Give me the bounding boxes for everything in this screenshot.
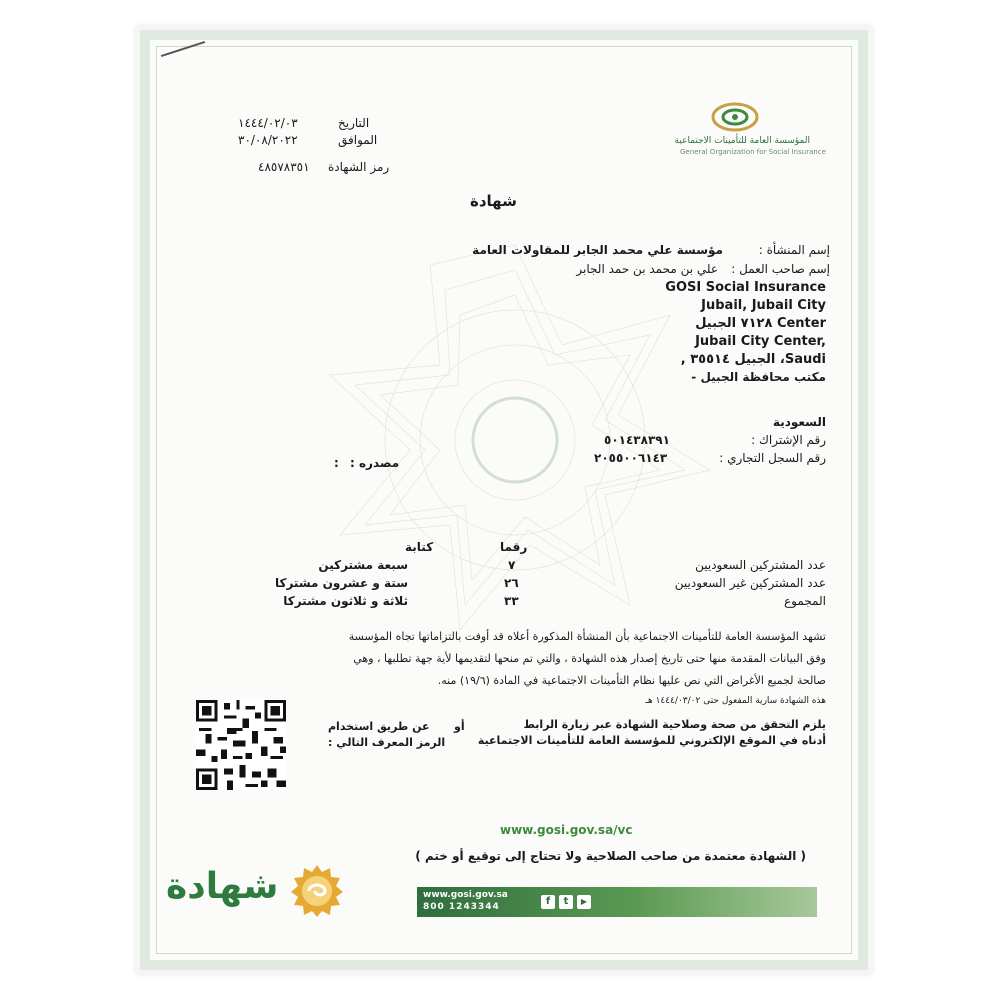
facebook-icon[interactable]: f — [541, 895, 555, 909]
count-row-number: ٧ — [508, 558, 516, 572]
date-label: التاريخ — [338, 116, 370, 130]
statement-line-1: تشهد المؤسسة العامة للتأمينات الاجتماعية بأن المنشأة المذكورة أعلاه قد أوفت بالتزاماتها تجاه المؤسسة — [348, 630, 826, 643]
via-line-2: الرمز المعرف التالي : — [328, 736, 446, 749]
footer-banner — [417, 887, 817, 917]
address-line-4: Jubail City Center, — [695, 334, 826, 349]
date-hijri: ١٤٤٤/٠٢/٠٣ — [238, 116, 298, 130]
owner-label: إسم صاحب العمل : — [731, 262, 830, 276]
page-title: شهادة — [470, 192, 517, 210]
count-row-label: المجموع — [784, 594, 826, 608]
date-gregorian: ٣٠/٠٨/٢٠٢٢ — [238, 133, 298, 147]
count-row-words: ستة و عشرون مشتركا — [274, 576, 408, 590]
address-line-2: Jubail, Jubail City — [701, 298, 826, 313]
validity-note: هذه الشهادة سارية المفعول حتى ١٤٤٤/٠٣/٠٢ هـ — [645, 696, 826, 706]
verify-line-1: يلزم التحقق من صحة وصلاحية الشهادة عبر زيارة الرابط — [523, 718, 826, 731]
gosi-logo-icon — [710, 100, 760, 134]
verify-url-link[interactable]: www.gosi.gov.sa/vc — [500, 823, 633, 837]
org-name-ar: المؤسسة العامة للتأمينات الاجتماعية — [674, 136, 810, 146]
subscription-value: ٥٠١٤٣٨٣٩١ — [604, 433, 670, 447]
address-line-5: Saudi، الجبيل ٣٥٥١٤ , — [680, 352, 826, 367]
gold-seal-icon — [290, 864, 344, 918]
address-line-3: Center ٧١٢٨ الجبيل — [695, 316, 826, 331]
statement-line-3: صالحة لجميع الأغراض التي نص عليها نظام التأمينات الاجتماعية في المادة (١٩/٦) منه. — [437, 674, 826, 687]
issued-label: مصدره : — [350, 456, 400, 470]
cr-label: رقم السجل التجاري : — [719, 451, 826, 465]
org-name-en: General Organization for Social Insurance — [680, 148, 826, 156]
count-row-label: عدد المشتركين السعوديين — [695, 558, 826, 572]
count-row-number: ٢٦ — [504, 576, 519, 590]
certificate-page — [140, 30, 868, 970]
banner-phone: 800 1243344 — [423, 902, 500, 912]
establishment-name-label: إسم المنشأة : — [758, 243, 830, 257]
count-row-label: عدد المشتركين غير السعوديين — [674, 576, 826, 590]
address-line-1: GOSI Social Insurance — [665, 280, 826, 295]
statement-line-2: وفق البيانات المقدمة منها حتى تاريخ إصدار هذه الشهادة ، والتي تم منحها لتقديمها لأية جهة تطلبها ، وهي — [353, 652, 826, 665]
count-row-number: ٣٣ — [504, 594, 519, 608]
disclaimer-text: ( الشهادة معتمدة من صاحب الصلاحية ولا تحتاج إلى توقيع أو ختم ) — [415, 849, 806, 863]
col-numeric-header: رقما — [500, 540, 528, 554]
cert-code-label: رمز الشهادة — [328, 160, 390, 174]
owner-value: علي بن محمد بن حمد الجابر — [576, 262, 718, 276]
equivalent-label: الموافق — [338, 133, 378, 147]
country-value: السعودية — [772, 415, 826, 429]
count-row-words: سبعة مشتركين — [318, 558, 408, 572]
subscription-label: رقم الإشتراك : — [751, 433, 826, 447]
qr-code[interactable] — [196, 700, 286, 790]
via-line-1: عن طريق استخدام — [328, 720, 430, 733]
or-text: أو — [454, 720, 465, 733]
establishment-name-value: مؤسسة علي محمد الجابر للمقاولات العامة — [472, 243, 723, 257]
col-words-header: كتابة — [405, 540, 434, 554]
youtube-icon[interactable]: ▶ — [577, 895, 591, 909]
brand-word: شهادة — [166, 866, 279, 907]
issued-value: : — [334, 456, 339, 470]
twitter-icon[interactable]: t — [559, 895, 573, 909]
cert-code: ٤٨٥٧٨٣٥١ — [258, 160, 310, 174]
cr-value: ٢٠٥٥٠٠٦١٤٣ — [594, 451, 668, 465]
banner-url[interactable]: www.gosi.gov.sa — [423, 890, 508, 900]
verify-line-2: أدناه في الموقع الإلكتروني للمؤسسة العامة للتأمينات الاجتماعية — [477, 734, 826, 747]
address-line-6: مكتب محافظة الجبيل - — [691, 370, 826, 384]
count-row-words: ثلاثة و ثلاثون مشتركا — [283, 594, 408, 608]
